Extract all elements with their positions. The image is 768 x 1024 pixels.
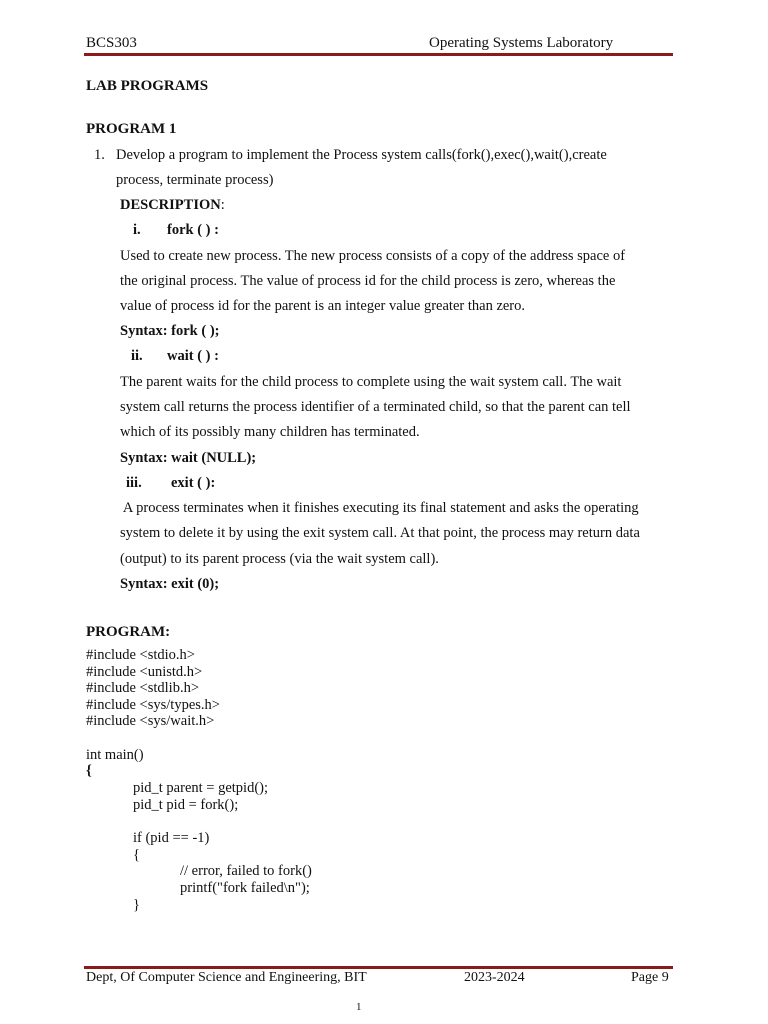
paragraph-line: (output) to its parent process (via the wait system call). <box>120 551 439 567</box>
code-line: pid_t pid = fork(); <box>133 797 239 813</box>
code-line: int main() <box>86 747 144 763</box>
footer-rule <box>84 966 673 969</box>
item-line-1: Develop a program to implement the Process system calls(fork(),exec(),wait(),create <box>116 147 607 163</box>
description-colon: : <box>220 197 225 213</box>
code-line: // error, failed to fork() <box>180 863 312 879</box>
paragraph-line: Used to create new process. The new process consists of a copy of the address space of <box>120 248 626 264</box>
header-course-title: Operating Systems Laboratory <box>429 35 614 51</box>
lab-heading: LAB PROGRAMS <box>86 78 209 94</box>
syntax-fork: Syntax: fork ( ); <box>120 323 220 339</box>
section-numeral: i. <box>133 222 141 238</box>
paragraph-line: system to delete it by using the exit system call. At that point, the process may return data <box>120 525 640 541</box>
paragraph-line: The parent waits for the child process to complete using the wait system call. The wait <box>120 374 622 390</box>
header-course-code: BCS303 <box>86 35 137 51</box>
paragraph-line: system call returns the process identifier of a terminated child, so that the parent can tell <box>120 399 631 415</box>
item-number: 1. <box>94 147 105 163</box>
section-numeral: iii. <box>126 475 142 491</box>
code-line: { <box>86 763 92 779</box>
syntax-exit: Syntax: exit (0); <box>120 576 220 592</box>
paragraph-line: which of its possibly many children has terminated. <box>120 424 420 440</box>
description-label: DESCRIPTION <box>120 197 221 213</box>
program-heading: PROGRAM 1 <box>86 121 177 137</box>
paragraph-line: the original process. The value of process id for the child process is zero, whereas the <box>120 273 616 289</box>
section-name-wait: wait ( ) : <box>167 348 219 364</box>
footer-year: 2023-2024 <box>464 970 525 985</box>
paragraph-line: A process terminates when it finishes executing its final statement and asks the operating <box>120 500 639 516</box>
section-name-fork: fork ( ) : <box>167 222 219 238</box>
description-heading <box>120 197 225 214</box>
code-line: #include <sys/wait.h> <box>86 713 215 729</box>
program-label: PROGRAM: <box>86 624 171 640</box>
header-rule <box>84 53 673 56</box>
page-number: 1 <box>356 1001 362 1013</box>
section-name-exit: exit ( ): <box>171 475 216 491</box>
syntax-wait: Syntax: wait (NULL); <box>120 450 257 466</box>
code-line: if (pid == -1) <box>133 830 210 846</box>
code-line: #include <stdio.h> <box>86 647 195 663</box>
item-line-2: process, terminate process) <box>116 172 274 188</box>
code-line: printf("fork failed\n"); <box>180 880 310 896</box>
code-line: #include <stdlib.h> <box>86 680 200 696</box>
footer-department: Dept, Of Computer Science and Engineering, BIT <box>86 970 367 985</box>
code-line: { <box>133 847 140 863</box>
paragraph-line: value of process id for the parent is an integer value greater than zero. <box>120 298 526 314</box>
code-line: } <box>133 897 140 913</box>
code-line: #include <sys/types.h> <box>86 697 220 713</box>
section-numeral: ii. <box>131 348 143 364</box>
code-line: pid_t parent = getpid(); <box>133 780 269 796</box>
code-line: #include <unistd.h> <box>86 664 203 680</box>
footer-page: Page 9 <box>631 970 669 985</box>
